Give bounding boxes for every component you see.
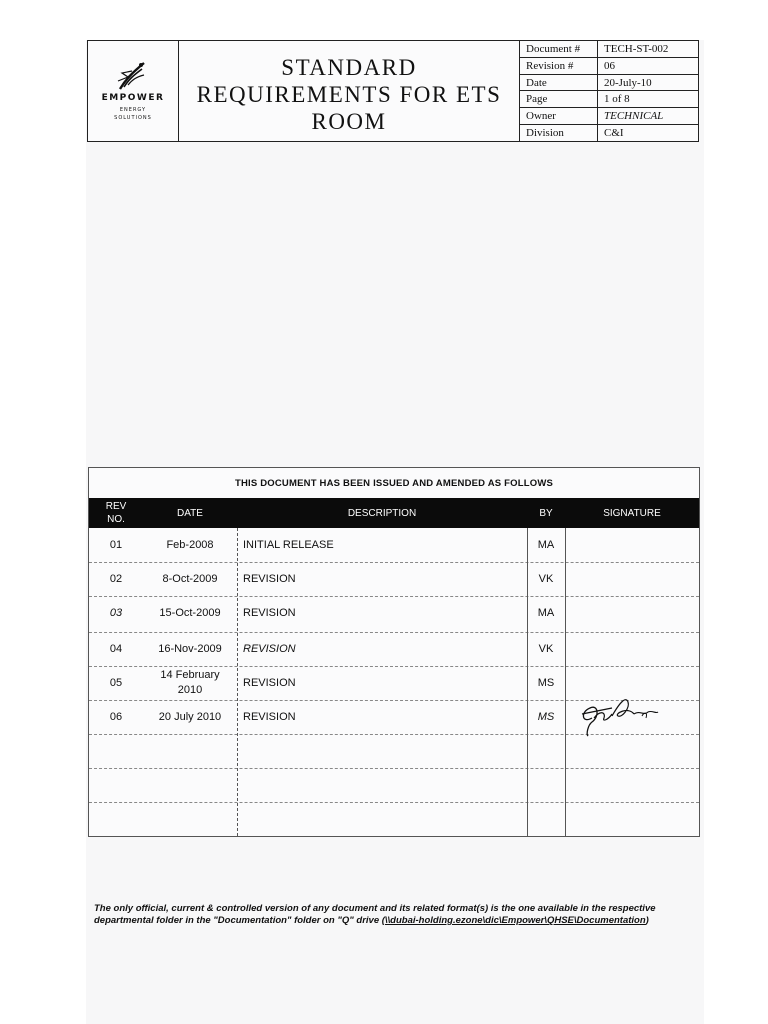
table-row (89, 768, 699, 803)
cell-date (143, 768, 237, 802)
header-by: BY (539, 507, 553, 519)
table-row (89, 562, 699, 597)
cell-description (237, 734, 527, 768)
cell-by (527, 734, 565, 768)
column-divider (565, 528, 566, 836)
cell-description (237, 802, 527, 836)
cell-date: 14 February 2010 (160, 669, 220, 696)
meta-row-date (520, 75, 698, 92)
cell-description: REVISION (243, 643, 296, 655)
empower-logo-icon (114, 59, 150, 93)
cell-by: VK (538, 572, 554, 585)
meta-value: TECH-ST-002 (604, 42, 669, 55)
table-row (89, 802, 699, 836)
meta-value: 06 (604, 59, 615, 72)
cell-by (527, 802, 565, 836)
cell-date: 16-Nov-2009 (158, 642, 222, 655)
table-row (89, 734, 699, 769)
amendment-rows (89, 528, 699, 836)
cell-date: 20 July 2010 (158, 710, 222, 723)
meta-value: 20-July-10 (604, 76, 652, 89)
meta-row-division (520, 125, 698, 141)
cell-date: Feb-2008 (166, 538, 214, 551)
meta-key: Page (520, 91, 598, 107)
cell-rev: 02 (109, 572, 123, 585)
cell-by: MS (537, 710, 555, 723)
amendment-header-row (89, 498, 699, 528)
amendment-caption: THIS DOCUMENT HAS BEEN ISSUED AND AMENDED AS FOLLOWS (89, 468, 699, 499)
table-row (89, 632, 699, 667)
cell-date: 8-Oct-2009 (162, 572, 218, 585)
meta-value: 1 of 8 (604, 93, 630, 106)
meta-row-document (520, 41, 698, 58)
meta-value: C&I (604, 127, 624, 140)
table-row (89, 528, 699, 563)
title-line-2: REQUIREMENTS FOR ETS (196, 82, 502, 107)
company-logo (88, 41, 179, 141)
cell-by (527, 768, 565, 802)
meta-row-revision (520, 58, 698, 75)
header-rev-no: REV NO. (105, 501, 127, 525)
cell-rev: 04 (109, 642, 123, 655)
cell-rev (89, 802, 143, 836)
cell-description: REVISION (243, 711, 296, 723)
column-divider (237, 528, 238, 836)
notice-text: The only official, current & controlled version of any document and its related format(s) is the one available in the respective departmental folder in the "Documentation" folder on "Q" drive ( (94, 903, 656, 926)
cell-by: MA (537, 538, 555, 551)
cell-date (143, 734, 237, 768)
cell-date: 15-Oct-2009 (159, 606, 221, 619)
cell-date (143, 802, 237, 836)
cell-description: REVISION (243, 677, 296, 689)
company-tagline-1: ENERGY (119, 107, 147, 113)
header-description: DESCRIPTION (347, 507, 417, 519)
cell-rev: 06 (109, 710, 123, 723)
meta-key: Date (520, 75, 598, 91)
controlled-copy-notice (94, 903, 692, 927)
meta-row-page (520, 91, 698, 108)
meta-key: Owner (520, 108, 598, 124)
cell-by: MS (537, 676, 555, 689)
amendment-record-table (88, 467, 700, 837)
header-signature: SIGNATURE (603, 507, 661, 519)
signature-image (578, 688, 660, 738)
document-meta-table (520, 41, 698, 141)
cell-rev (89, 768, 143, 802)
meta-key: Division (520, 125, 598, 141)
meta-value: TECHNICAL (604, 110, 664, 123)
company-tagline-2: SOLUTIONS (114, 115, 152, 121)
cell-rev: 03 (109, 606, 123, 619)
cell-rev (89, 734, 143, 768)
title-line-1: STANDARD (281, 55, 417, 80)
title-line-3: ROOM (311, 109, 387, 134)
cell-description: INITIAL RELEASE (243, 539, 334, 551)
meta-key: Revision # (520, 58, 598, 74)
meta-key: Document # (520, 41, 598, 57)
meta-row-owner (520, 108, 698, 125)
column-divider (527, 528, 528, 836)
cell-description: REVISION (243, 607, 296, 619)
cell-rev: 01 (109, 538, 123, 551)
notice-close: ) (645, 915, 649, 926)
cell-description: REVISION (243, 573, 296, 585)
document-header (87, 40, 699, 142)
cell-rev: 05 (109, 676, 123, 689)
documentation-path-link[interactable]: \\dubai-holding.ezone\dic\Empower\QHSE\Documentation (384, 915, 646, 926)
cell-description (237, 768, 527, 802)
header-date: DATE (177, 507, 203, 519)
table-row (89, 596, 699, 633)
cell-by: MA (537, 606, 555, 619)
cell-by: VK (538, 642, 554, 655)
company-name: EMPOWER (101, 93, 165, 103)
document-title (179, 41, 520, 141)
